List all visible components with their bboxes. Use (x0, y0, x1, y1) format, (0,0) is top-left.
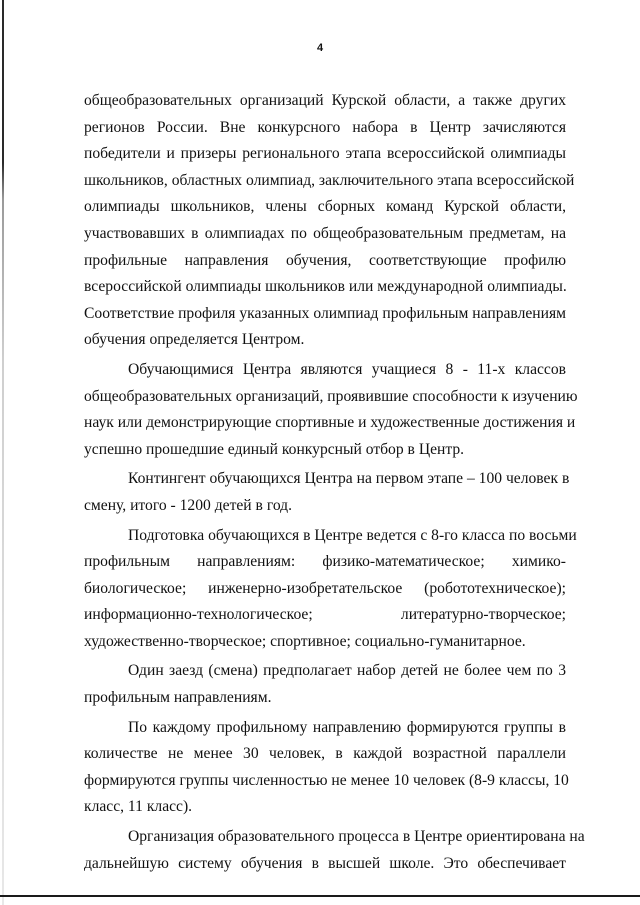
body-text (84, 88, 585, 877)
text-line: Подготовка обучающихся в Центре ведется с 8-го класса по восьми (128, 526, 577, 544)
paragraph (84, 357, 578, 463)
text-line: наук или демонстрирующие спортивные и художественные достижения и (84, 414, 576, 432)
text-line: общеобразовательных организаций Курской области, а также других (84, 92, 566, 109)
text-line: Один заезд (смена) предполагает набор детей не более чем по 3 (128, 662, 566, 680)
text-line: всероссийской олимпиады школьников или международной олимпиады. (84, 278, 567, 296)
text-line: Контингент обучающихся Центра на первом этапе – 100 человек в (128, 470, 570, 488)
paragraph (84, 658, 566, 711)
scan-edge-bottom (0, 895, 640, 897)
text-line: художественно-творческое; спортивное; социально-гуманитарное. (84, 632, 526, 650)
text-line: информационно-технологическое; литературно-творческое; (84, 606, 566, 624)
text-line: олимпиады школьников, члены сборных команд Курской области, (84, 198, 566, 216)
text-line: победители и призеры регионального этапа всероссийской олимпиады (84, 145, 566, 163)
scan-edge-left (2, 0, 4, 905)
text-line: обучения определяется Центром. (84, 331, 305, 349)
text-line: Организация образовательного процесса в Центре ориентирована на (128, 828, 585, 846)
text-line: профильным направлениям. (84, 689, 272, 707)
text-line: участвовавших в олимпиадах по общеобразовательным предметам, на (84, 224, 566, 242)
paragraph (84, 715, 569, 821)
paragraph (84, 466, 570, 519)
paragraph (84, 824, 585, 877)
text-line: биологическое; инженерно-изобретательское (робототехническое); (84, 579, 566, 597)
text-line: профильные направления обучения, соответствующие профилю (84, 251, 566, 269)
text-line: успешно прошедшие единый конкурсный отбор в Центр. (84, 440, 465, 458)
text-line: количестве не менее 30 человек, в каждой возрастной параллели (84, 745, 566, 763)
page-number: 4 (316, 42, 324, 54)
text-line: профильным направлениям: физико-математическое; химико- (84, 553, 566, 571)
paragraph (84, 523, 577, 656)
text-line: дальнейшую систему обучения в высшей школе. Это обеспечивает (84, 854, 566, 872)
text-line: Соответствие профиля указанных олимпиад профильным направлениям (84, 304, 566, 322)
text-line: регионов России. Вне конкурсного набора в Центр зачисляются (84, 118, 566, 136)
paragraph (84, 88, 575, 354)
text-line: Обучающимися Центра являются учащиеся 8 - 11-х классов (128, 360, 566, 378)
text-line: формируются группы численностью не менее 10 человек (8-9 классы, 10 (84, 771, 569, 789)
text-line: класс, 11 класс). (84, 798, 193, 816)
text-line: школьников, областных олимпиад, заключительного этапа всероссийской (84, 171, 575, 189)
text-line: общеобразовательных организаций, проявившие способности к изучению (84, 387, 578, 405)
text-line: По каждому профильному направлению формируются группы в (128, 718, 566, 736)
text-line: смену, итого - 1200 детей в год. (84, 496, 293, 514)
